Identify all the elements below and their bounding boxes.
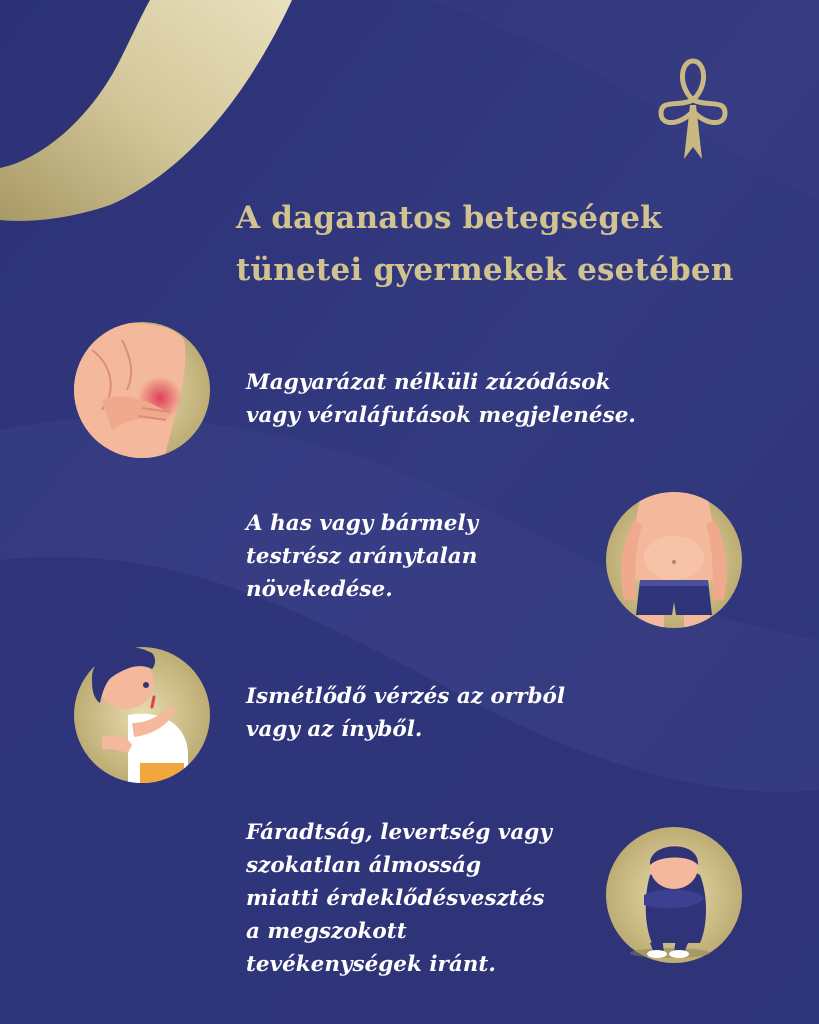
- symptom-4-line-3: miatti érdeklődésvesztés: [246, 886, 545, 911]
- symptom-1-text: [246, 366, 636, 432]
- swollen-belly-icon: [604, 490, 744, 630]
- nosebleed-child-icon: [72, 645, 212, 785]
- symptom-4-line-4: a megszokott: [246, 919, 407, 944]
- symptom-4-line-1: Fáradtság, levertség vagy: [246, 820, 552, 845]
- symptom-2-line-3: növekedése.: [246, 577, 393, 602]
- symptom-2-line-1: A has vagy bármely: [246, 511, 479, 536]
- symptom-2-line-2: testrész aránytalan: [246, 544, 478, 569]
- symptom-3-text: [246, 680, 565, 746]
- symptom-3-line-2: vagy az ínyből.: [246, 717, 423, 742]
- title-line-2: tünetei gyermekek esetében: [236, 252, 734, 288]
- symptom-4-line-2: szokatlan álmosság: [246, 853, 481, 878]
- gold-ribbon-icon: [655, 55, 731, 163]
- symptom-2-text: [246, 507, 478, 606]
- symptom-4-text: [246, 816, 552, 981]
- bruised-arm-icon: [72, 320, 212, 460]
- title-line-1: A daganatos betegségek: [236, 200, 662, 236]
- page-title: [236, 192, 806, 296]
- symptom-1-line-2: vagy véraláfutások megjelenése.: [246, 403, 636, 428]
- symptom-4-line-5: tevékenységek iránt.: [246, 952, 496, 977]
- tired-child-icon: [604, 825, 744, 965]
- symptom-1-line-1: Magyarázat nélküli zúzódások: [246, 370, 611, 395]
- symptom-3-line-1: Ismétlődő vérzés az orrból: [246, 684, 566, 709]
